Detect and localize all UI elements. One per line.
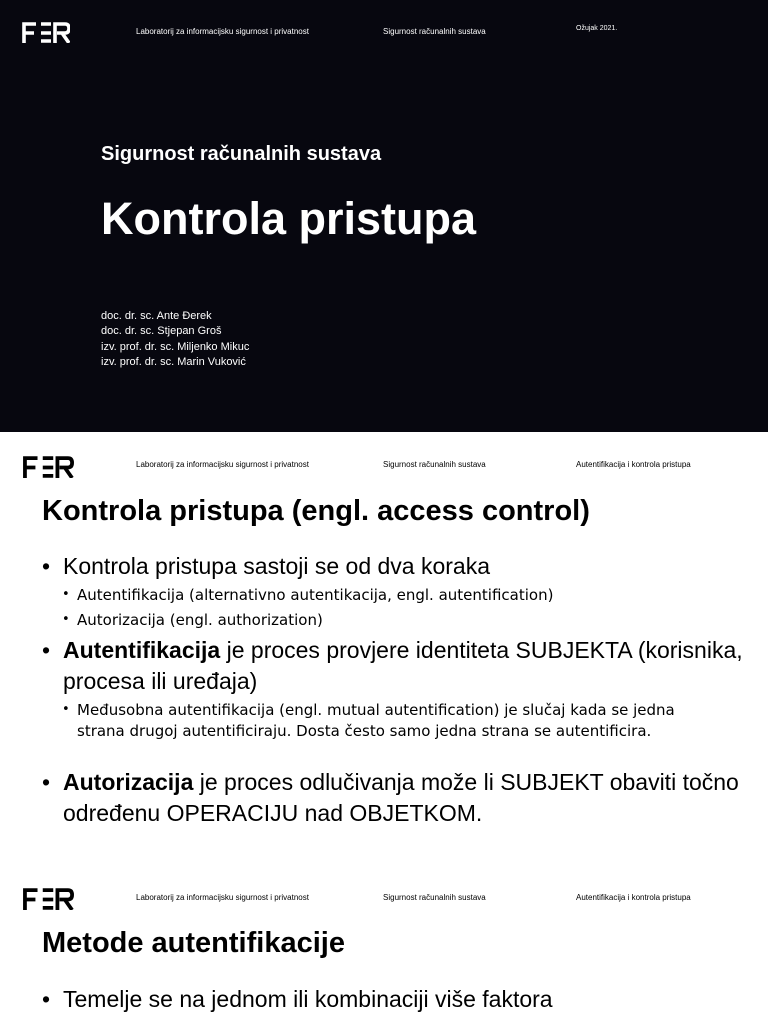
content-slide-auth-methods: [0, 864, 768, 1024]
header-course-name: Sigurnost računalnih sustava: [383, 893, 486, 902]
fer-logo: [22, 22, 72, 44]
bullet-text: [63, 767, 743, 829]
bullet-text: Kontrola pristupa sastoji se od dva koraka: [63, 553, 491, 579]
author-list: [101, 309, 249, 370]
header-topic: Autentifikacija i kontrola pristupa: [576, 460, 691, 469]
header-course-name: Sigurnost računalnih sustava: [383, 460, 486, 469]
content-slide-access-control: [0, 432, 768, 856]
bullet-text: Temelje se na jednom ili kombinaciji više faktora: [63, 986, 553, 1012]
sub-bullet-text: Autorizacija (engl. authorization): [77, 611, 323, 629]
bullet-text: [63, 635, 743, 697]
author-item: izv. prof. dr. sc. Marin Vuković: [101, 355, 246, 368]
sub-bullet-text: Međusobna autentifikacija (engl. mutual autentification) je slučaj kada se jedna strana drugoj autentificiraju. Dosta često samo jedna strana se autentificira.: [77, 701, 675, 740]
bullet-glyph: •: [62, 702, 70, 717]
definition-text: je proces provjere identiteta SUBJEKTA (korisnika, procesa ili uređaja): [63, 637, 743, 694]
slide-title: Metode autentifikacije: [42, 927, 345, 959]
author-item: izv. prof. dr. sc. Miljenko Mikuc: [101, 340, 250, 353]
header-course-name: Sigurnost računalnih sustava: [383, 27, 486, 36]
title-slide: [0, 0, 768, 432]
term-authorization: Autorizacija: [63, 769, 194, 795]
header-date: Ožujak 2021.: [576, 25, 618, 32]
bullet-glyph: •: [42, 637, 51, 663]
fer-logo: [22, 888, 72, 910]
header-lab-name: Laboratorij za informacijsku sigurnost i privatnost: [136, 27, 309, 36]
sub-bullet-text: Autentifikacija (alternativno autentikacija, engl. autentification): [77, 586, 554, 604]
term-authentication: Autentifikacija: [63, 637, 221, 663]
bullet-glyph: •: [42, 986, 51, 1012]
header-lab-name: Laboratorij za informacijsku sigurnost i privatnost: [136, 460, 309, 469]
author-item: doc. dr. sc. Stjepan Groš: [101, 325, 222, 338]
bullet-glyph: •: [62, 587, 70, 602]
fer-logo: [22, 456, 72, 478]
slide-subtitle: Sigurnost računalnih sustava: [101, 143, 382, 165]
bullet-glyph: •: [42, 553, 51, 579]
bullet-glyph: •: [62, 612, 70, 627]
slide-title: Kontrola pristupa (engl. access control): [42, 495, 590, 527]
author-item: doc. dr. sc. Ante Đerek: [101, 310, 212, 322]
slide-title: Kontrola pristupa: [101, 193, 477, 244]
bullet-glyph: •: [42, 769, 51, 795]
header-lab-name: Laboratorij za informacijsku sigurnost i privatnost: [136, 893, 309, 902]
definition-text: je proces odlučivanja može li SUBJEKT obaviti točno određenu OPERACIJU nad OBJETKOM.: [63, 769, 739, 826]
header-topic: Autentifikacija i kontrola pristupa: [576, 893, 691, 902]
